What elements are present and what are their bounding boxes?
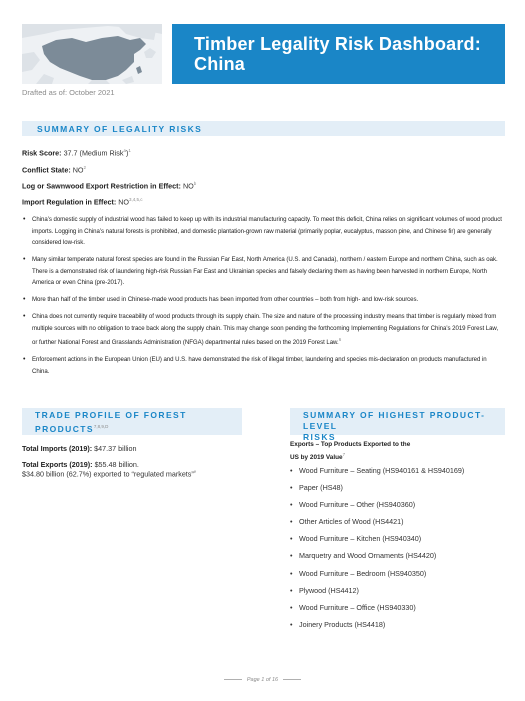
products-subheading-line1: Exports – Top Products Exported to the xyxy=(290,441,411,448)
trade-section-heading xyxy=(22,408,242,435)
top-products-list xyxy=(290,466,464,637)
import-regulation-ref: 3,4,5,c xyxy=(129,197,143,202)
bullet-text: China does not currently require traceability of wood products through its supply chain. The size and nature of the processing industry means that timber is regularly mixed from multiple sources with no obligation to trace back along the supply chain. This may change soon pending the forthcoming Implementing Regulations for China’s 2019 Forest Law, or further National Forest and Grasslands Administration (NFGA) departmental rules based on the 2019 Forest Law. xyxy=(32,313,499,347)
total-exports-value: $55.48 billion. xyxy=(94,460,139,469)
conflict-state-label: Conflict State: xyxy=(22,165,71,175)
list-item: • Paper (HS48) xyxy=(290,483,464,500)
risk-score-paren: ) xyxy=(126,148,129,158)
list-item: • Wood Furniture – Seating (HS940161 & HS940169) xyxy=(290,466,464,483)
export-restriction-value: NO xyxy=(182,181,194,191)
list-item: • Wood Furniture – Bedroom (HS940350) xyxy=(290,569,464,586)
risk-score-ref: 1 xyxy=(128,148,131,153)
footer-rule-right xyxy=(283,679,301,680)
bullet-text: More than half of the timber used in Chinese-made wood products has been imported from other countries – both from high- and low-risk sources. xyxy=(32,296,419,303)
page-number: Page 1 of 16 xyxy=(246,677,279,683)
products-subheading-ref: 7 xyxy=(342,452,346,457)
drafted-date: Drafted as of: October 2021 xyxy=(22,88,115,97)
export-restriction-line xyxy=(22,181,196,190)
conflict-state-value: NO xyxy=(72,165,84,175)
total-imports-label: Total Imports (2019): xyxy=(22,444,93,453)
trade-heading-line2: PRODUCTS xyxy=(35,423,94,434)
list-item xyxy=(22,311,502,349)
products-subheading xyxy=(290,440,470,463)
export-restriction-label: Log or Sawnwood Export Restriction in Effect: xyxy=(22,181,181,191)
bullet-text: China’s domestic supply of industrial wood has failed to keep up with its industrial manufacturing capacity. To meet this deficit, China relies on significant volumes of wood product imports. Logging in China’s natural forests is prohibited, and domestic plantation-grown raw material (primarily poplar, eucalyptus, masson pine, and Chinese fir) are generally considered low-risk. xyxy=(32,216,502,246)
trade-heading-ref: 7,8,9,D xyxy=(93,424,109,429)
china-map-icon xyxy=(22,24,162,84)
list-item: • Marquetry and Wood Ornaments (HS4420) xyxy=(290,551,464,568)
total-exports-line xyxy=(22,460,139,469)
products-section-heading xyxy=(290,408,505,442)
title-banner xyxy=(172,24,505,84)
total-imports-value: $47.37 billion xyxy=(94,444,137,453)
list-item: • Joinery Products (HS4418) xyxy=(290,620,464,637)
list-item: • Wood Furniture – Kitchen (HS940340) xyxy=(290,534,464,551)
risk-score-line xyxy=(22,148,131,157)
exports-regulated-note: $34.80 billion (62.7%) exported to “regulated markets” xyxy=(22,469,194,479)
products-heading-line2: RISKS xyxy=(303,432,336,442)
summary-section-heading xyxy=(22,121,505,136)
summary-heading-text: SUMMARY OF LEGALITY RISKS xyxy=(37,124,203,134)
locator-map xyxy=(22,24,162,84)
import-regulation-line xyxy=(22,197,143,206)
list-item: • Other Articles of Wood (HS4421) xyxy=(290,517,464,534)
import-regulation-label: Import Regulation in Effect: xyxy=(22,197,117,207)
exports-regulated-ref: e xyxy=(193,469,197,474)
bullet-text: Enforcement actions in the European Union (EU) and U.S. have demonstrated the risk of illegal timber, laundering and species mis-declaration on products manufactured in China. xyxy=(32,356,487,375)
footer-rule-left xyxy=(224,679,242,680)
page-title-country: China xyxy=(194,54,246,74)
export-restriction-ref: b xyxy=(193,181,197,186)
total-imports-line xyxy=(22,444,137,453)
page-title: Timber Legality Risk Dashboard: xyxy=(194,34,481,54)
conflict-state-ref: 2 xyxy=(83,165,87,170)
products-heading-line1: SUMMARY OF HIGHEST PRODUCT-LEVEL xyxy=(303,410,486,431)
exports-regulated-line xyxy=(22,469,196,478)
total-exports-label: Total Exports (2019): xyxy=(22,460,93,469)
risk-score-value: 37.7 (Medium Risk xyxy=(63,148,124,158)
list-item xyxy=(22,354,502,377)
trade-heading-line1: TRADE PROFILE OF FOREST xyxy=(35,410,187,420)
conflict-state-line xyxy=(22,165,86,174)
list-item xyxy=(22,294,502,306)
list-item xyxy=(22,214,502,249)
import-regulation-value: NO xyxy=(118,197,130,207)
bullet-text: Many similar temperate natural forest species are found in the Russian Far East, North America (U.S. and Canada), northern / eastern Europe and northern China, such as oak. There is a demonstrated risk of laundering high-risk Russian Far East and Ukrainian species and falsely declaring them as having been harvested in northern Europe, North America or even China (pre-2017). xyxy=(32,256,498,286)
list-item: • Wood Furniture – Other (HS940360) xyxy=(290,500,464,517)
risk-summary-list xyxy=(22,214,502,383)
bullet-ref: 6 xyxy=(338,337,342,342)
page-footer xyxy=(0,677,525,683)
list-item: • Wood Furniture – Office (HS940330) xyxy=(290,603,464,620)
risk-score-label: Risk Score: xyxy=(22,148,62,158)
risk-score-sup: a xyxy=(123,148,126,153)
products-subheading-line2: US by 2019 Value xyxy=(290,454,343,462)
list-item: • Plywood (HS4412) xyxy=(290,586,464,603)
list-item xyxy=(22,254,502,289)
